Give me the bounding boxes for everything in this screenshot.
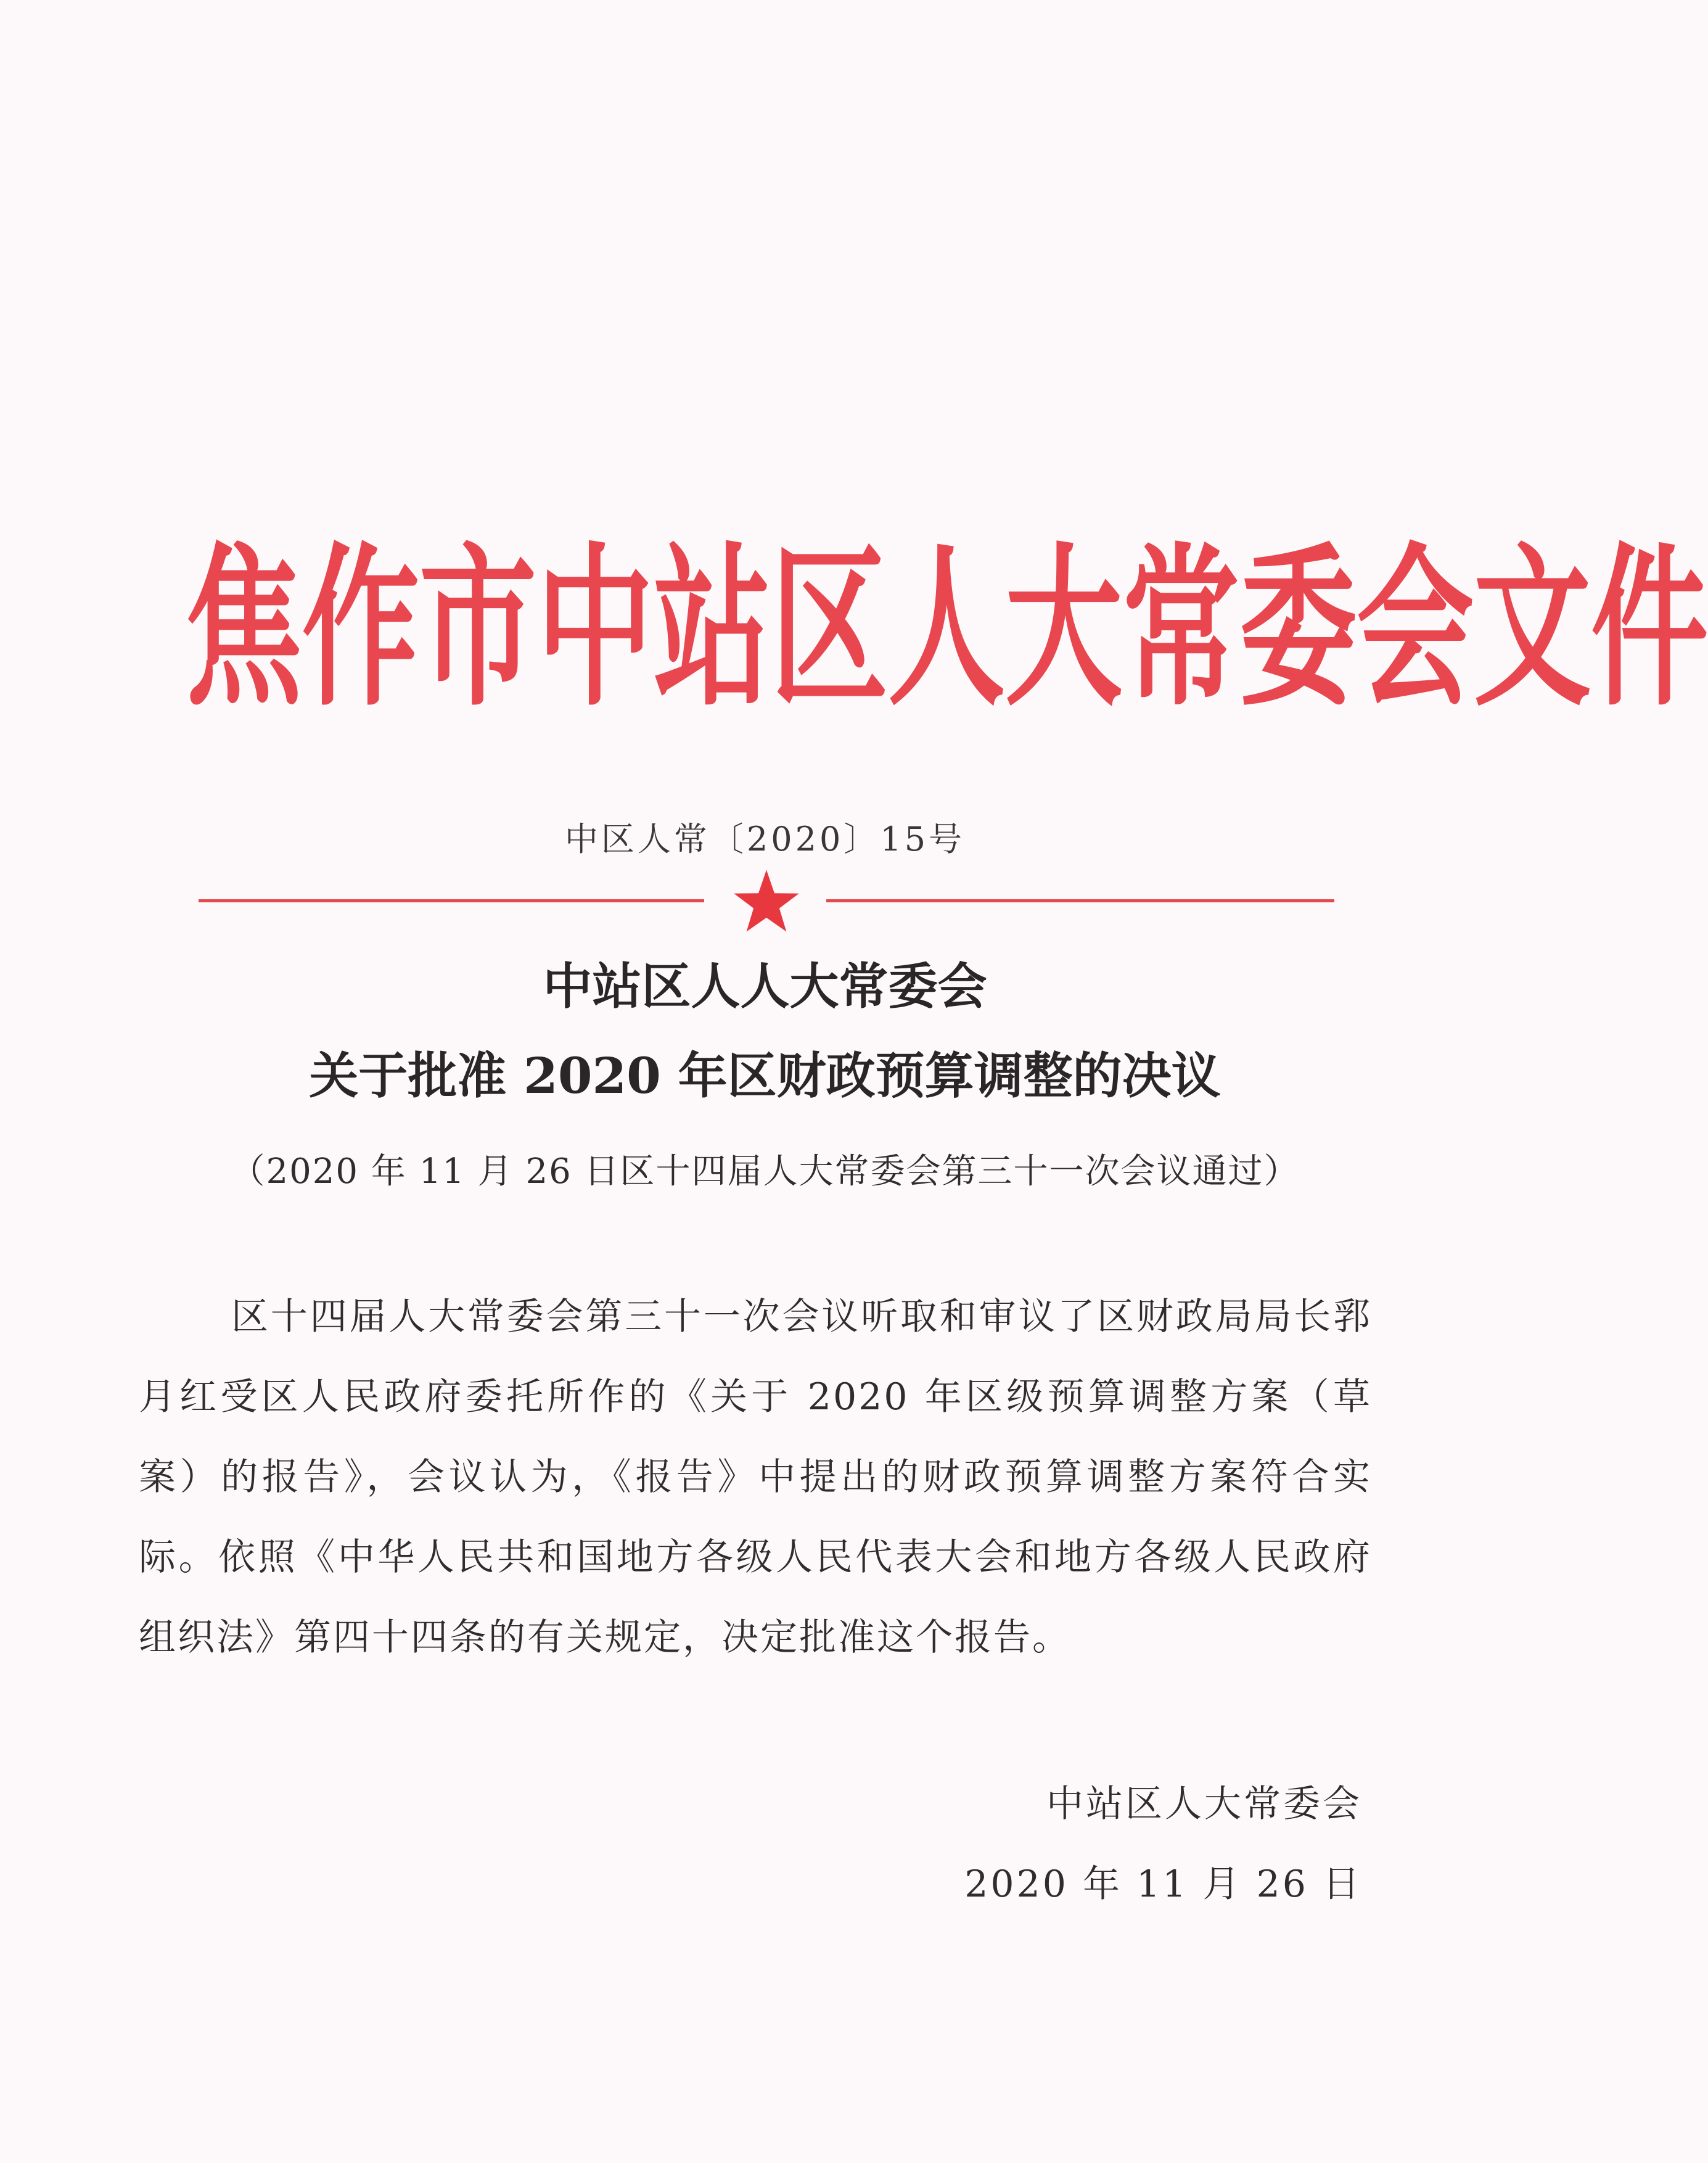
masthead-title bbox=[185, 518, 1708, 740]
masthead-char: 大 bbox=[1005, 527, 1123, 730]
masthead-char: 市 bbox=[419, 527, 537, 730]
red-star-icon bbox=[733, 868, 800, 934]
meeting-note: （2020 年 11 月 26 日区十四届人大常委会第三十一次会议通过） bbox=[230, 1152, 1300, 1192]
masthead-char: 人 bbox=[888, 527, 1006, 730]
resolution-title-line-1: 中站区人人大常委会 bbox=[543, 957, 987, 1015]
masthead-char: 站 bbox=[654, 527, 771, 730]
resolution-title-line-2: 关于批准 2020 年区财政预算调整的决议 bbox=[309, 1047, 1221, 1105]
star-shape bbox=[734, 870, 799, 931]
document-number: 中区人常〔2020〕15号 bbox=[564, 820, 966, 859]
masthead-char: 委 bbox=[1239, 527, 1357, 730]
red-rule-left bbox=[199, 899, 704, 902]
signature-organ: 中站区人大常委会 bbox=[1046, 1782, 1362, 1826]
signature-block bbox=[964, 1764, 1362, 1924]
masthead-char: 焦 bbox=[185, 527, 303, 730]
masthead-char: 会 bbox=[1357, 527, 1474, 730]
resolution-body-text: 区十四届人大常委会第三十一次会议听取和审议了区财政局局长郛月红受区人民政府委托所作的《关于 2020 年区级预算调整方案（草案）的报告》，会议认为，《报告》中提出的财政预算调整方案符合实际。依照《中华人民共和国地方各级人民代表大会和地方各级人民政府组织法》第四十四条的有关规定，决定批准这个报告。 bbox=[139, 1295, 1372, 1659]
masthead-char: 常 bbox=[1122, 527, 1240, 730]
masthead-char: 中 bbox=[536, 527, 654, 730]
red-rule-right bbox=[826, 899, 1334, 902]
masthead-char: 作 bbox=[302, 527, 420, 730]
masthead-char: 区 bbox=[771, 527, 889, 730]
masthead-char: 件 bbox=[1591, 527, 1708, 730]
masthead-char: 文 bbox=[1474, 527, 1591, 730]
signature-date: 2020 年 11 月 26 日 bbox=[964, 1863, 1362, 1906]
